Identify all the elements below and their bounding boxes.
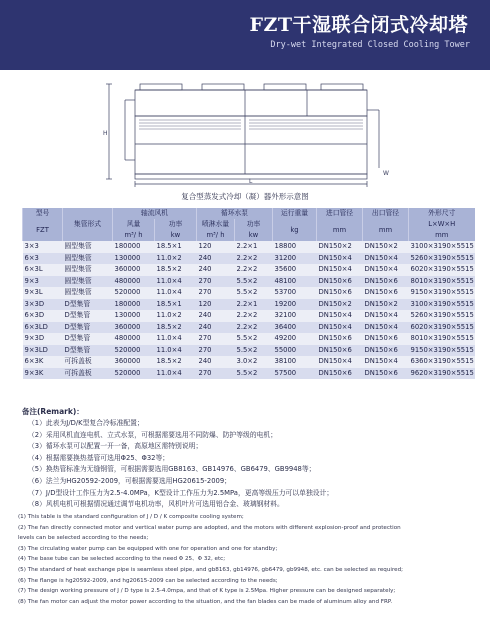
cell-weight: 49200 <box>273 333 317 345</box>
cell-size: 5260×3190×5515 <box>409 253 475 265</box>
cell-fan-power: 11.0×2 <box>155 253 197 265</box>
remark-cn-item: （6）法兰为HG20592-2009，可根据需要选用HG20615-2009； <box>28 476 231 485</box>
page-header <box>0 0 490 70</box>
cell-pump-power: 2.2×2 <box>235 264 273 276</box>
cell-outlet: DN150×6 <box>363 368 409 380</box>
cell-fan-air: 130000 <box>113 253 155 265</box>
cell-pump-power: 5.5×2 <box>235 368 273 380</box>
cell-size: 6020×3190×5515 <box>409 322 475 334</box>
header-size-unit: mm <box>409 230 475 241</box>
page-subtitle: Dry-wet Integrated Closed Cooling Tower <box>270 40 470 50</box>
cell-header-type: 圆型集管 <box>63 287 113 299</box>
header-inlet-unit: mm <box>317 219 363 241</box>
cell-fan-power: 11.0×4 <box>155 276 197 288</box>
remark-cn-item: （2）采用风机直连电机、立式水泵，可根据需要选用不同防爆、防护等级的电机； <box>28 430 278 439</box>
remark-en-item: (4) The base tube can be selected according to the need Φ 25、Φ 32, etc; <box>18 556 226 563</box>
cell-fan-air: 180000 <box>113 241 155 253</box>
cell-model: 9×3L <box>23 287 63 299</box>
cell-outlet: DN150×6 <box>363 287 409 299</box>
header-pump-flow-unit: m³/ h <box>197 230 235 241</box>
cell-pump-flow: 270 <box>197 276 235 288</box>
cell-pump-flow: 240 <box>197 253 235 265</box>
header-size-sub: L×W×H <box>409 219 475 230</box>
dimension-l-label: L <box>249 178 253 185</box>
cell-inlet: DN150×2 <box>317 299 363 311</box>
cell-outlet: DN150×4 <box>363 253 409 265</box>
cell-fan-air: 360000 <box>113 322 155 334</box>
cell-outlet: DN150×4 <box>363 310 409 322</box>
cell-header-type: D型集管 <box>63 322 113 334</box>
remark-cn-item: （3）循环水泵可以配置一开一备，高原地区需特别说明； <box>28 442 203 451</box>
cell-inlet: DN150×4 <box>317 253 363 265</box>
cell-pump-flow: 240 <box>197 264 235 276</box>
cell-fan-air: 180000 <box>113 299 155 311</box>
table-row <box>23 356 475 368</box>
table-row <box>23 345 475 357</box>
cell-fan-power: 18.5×1 <box>155 241 197 253</box>
diagram-caption: 复合型蒸发式冷却（凝）器外形示意图 <box>181 192 309 201</box>
cell-header-type: 可拆盖板 <box>63 356 113 368</box>
header-weight-unit: kg <box>273 219 317 241</box>
cell-outlet: DN150×6 <box>363 333 409 345</box>
header-model-sub: FZT <box>23 219 63 241</box>
cell-model: 6×3K <box>23 356 63 368</box>
cell-weight: 19200 <box>273 299 317 311</box>
remark-en-item: (8) The fan motor can adjust the motor power according to the situation, and the fan blades can be made of aluminum alloy and FRP. <box>18 598 393 605</box>
remark-cn-item: （7）J/D型设计工作压力为2.5-4.0MPa，K型设计工作压力为2.5MPa，更高等级压力可以单独设计； <box>28 488 334 497</box>
remark-title: 备注(Remark)： <box>22 407 84 416</box>
cell-model: 6×3LD <box>23 322 63 334</box>
remark-en-item: (3) The circulating water pump can be equipped with one for operation and one for standby; <box>18 545 278 552</box>
cell-fan-power: 18.5×2 <box>155 264 197 276</box>
cell-header-type: 可拆盖板 <box>63 368 113 380</box>
remark-cn-item: （8）风机电机可根据情况通过调节电机功率，风机叶片可选用铝合金、玻璃钢材料。 <box>28 500 284 509</box>
header-fan-air: 风量 <box>113 219 155 230</box>
table-row <box>23 264 475 276</box>
cell-weight: 38100 <box>273 356 317 368</box>
cell-fan-air: 360000 <box>113 356 155 368</box>
cell-fan-air: 480000 <box>113 276 155 288</box>
cell-size: 3100×3190×5515 <box>409 299 475 311</box>
table-row <box>23 241 475 253</box>
cell-size: 6360×3190×5515 <box>409 356 475 368</box>
cell-size: 5260×3190×5515 <box>409 310 475 322</box>
cell-pump-power: 2.2×2 <box>235 253 273 265</box>
table-row <box>23 368 475 380</box>
cell-model: 3×3 <box>23 241 63 253</box>
cell-pump-power: 5.5×2 <box>235 287 273 299</box>
cell-model: 6×3 <box>23 253 63 265</box>
cell-header-type: 圆型集管 <box>63 253 113 265</box>
cell-header-type: 圆型集管 <box>63 276 113 288</box>
remark-en-item: (5) The standard of heat exchange pipe is seamless steel pipe, and gb8163, gb14976, gb6479, gb9948, etc. can be selected as required; <box>18 566 404 573</box>
cell-size: 9150×3190×5515 <box>409 345 475 357</box>
cell-inlet: DN150×6 <box>317 287 363 299</box>
cell-size: 8010×3190×5515 <box>409 333 475 345</box>
table-row <box>23 276 475 288</box>
cell-size: 3100×3190×5515 <box>409 241 475 253</box>
cell-pump-power: 3.0×2 <box>235 356 273 368</box>
table-row <box>23 333 475 345</box>
table-row <box>23 299 475 311</box>
cell-inlet: DN150×6 <box>317 345 363 357</box>
cell-pump-flow: 120 <box>197 299 235 311</box>
cell-outlet: DN150×6 <box>363 345 409 357</box>
header-outlet-unit: mm <box>363 219 409 241</box>
table-row <box>23 287 475 299</box>
table-row <box>23 310 475 322</box>
cell-fan-air: 520000 <box>113 368 155 380</box>
header-pump-power: 功率 <box>235 219 273 230</box>
remark-cn-item: （4）根据需要换热基管可选用Φ25、Φ32等； <box>28 453 170 462</box>
cell-pump-flow: 270 <box>197 345 235 357</box>
cell-inlet: DN150×2 <box>317 241 363 253</box>
cell-pump-flow: 270 <box>197 287 235 299</box>
header-weight: 运行重量 <box>273 208 317 219</box>
cell-model: 6×3D <box>23 310 63 322</box>
remark-cn-item: （5）换热管标准为无缝钢管，可根据需要选用GB8163、GB14976、GB6479、GB9948等； <box>28 465 316 474</box>
cell-outlet: DN150×4 <box>363 356 409 368</box>
cell-weight: 31200 <box>273 253 317 265</box>
header-fan-power-unit: kw <box>155 230 197 241</box>
cell-pump-flow: 270 <box>197 333 235 345</box>
cell-outlet: DN150×4 <box>363 322 409 334</box>
cell-fan-power: 18.5×1 <box>155 299 197 311</box>
cell-header-type: D型集管 <box>63 333 113 345</box>
remark-list-en <box>18 512 480 607</box>
cell-fan-power: 18.5×2 <box>155 356 197 368</box>
cell-weight: 32100 <box>273 310 317 322</box>
cell-pump-power: 2.2×2 <box>235 322 273 334</box>
header-fan-air-unit: m³/ h <box>113 230 155 241</box>
cell-inlet: DN150×4 <box>317 322 363 334</box>
cell-fan-power: 11.0×4 <box>155 333 197 345</box>
cell-header-type: D型集管 <box>63 299 113 311</box>
cell-pump-flow: 240 <box>197 356 235 368</box>
dimension-w-label: W <box>383 170 389 177</box>
cell-fan-power: 11.0×4 <box>155 287 197 299</box>
header-fan-power: 功率 <box>155 219 197 230</box>
cell-header-type: 圆型集管 <box>63 241 113 253</box>
remark-en-item: (2) The fan directly connected motor and vertical water pump are adopted, and the motors with different explosion-proof and protection <box>18 524 401 531</box>
cell-size: 8010×3190×5515 <box>409 276 475 288</box>
cell-pump-power: 5.5×2 <box>235 276 273 288</box>
cell-header-type: D型集管 <box>63 345 113 357</box>
remark-cn-item: （1）此表为J/D/K型复合冷标准配置； <box>28 419 144 427</box>
cell-model: 9×3K <box>23 368 63 380</box>
cell-weight: 57500 <box>273 368 317 380</box>
cell-pump-flow: 240 <box>197 310 235 322</box>
cell-model: 9×3D <box>23 333 63 345</box>
cell-outlet: DN150×6 <box>363 276 409 288</box>
cell-fan-air: 130000 <box>113 310 155 322</box>
header-size: 外形尺寸 <box>409 208 475 219</box>
cell-pump-power: 5.5×2 <box>235 345 273 357</box>
remark-en-item: (6) The flange is hg20592-2009, and hg20615-2009 can be selected according to the needs; <box>18 577 278 584</box>
cell-inlet: DN150×6 <box>317 333 363 345</box>
header-outlet: 出口管径 <box>363 208 409 219</box>
cooling-tower-outline-diagram <box>95 80 395 188</box>
remark-list-cn <box>28 418 468 511</box>
header-fan: 轴流风机 <box>113 208 197 219</box>
header-pump-power-unit: kw <box>235 230 273 241</box>
cell-fan-air: 520000 <box>113 345 155 357</box>
table-row <box>23 253 475 265</box>
header-pump: 循环水泵 <box>197 208 273 219</box>
header-type: 集管形式 <box>63 208 113 241</box>
page-title: FZT干湿联合闭式冷却塔 <box>249 14 468 36</box>
header-inlet: 进口管径 <box>317 208 363 219</box>
cell-model: 6×3L <box>23 264 63 276</box>
cell-fan-power: 11.0×4 <box>155 368 197 380</box>
cell-weight: 55000 <box>273 345 317 357</box>
cell-fan-air: 360000 <box>113 264 155 276</box>
cell-inlet: DN150×4 <box>317 310 363 322</box>
cell-size: 6020×3190×5515 <box>409 264 475 276</box>
cell-weight: 48100 <box>273 276 317 288</box>
cell-weight: 18800 <box>273 241 317 253</box>
header-model: 型号 <box>23 208 63 219</box>
cell-fan-power: 18.5×2 <box>155 322 197 334</box>
cell-pump-flow: 120 <box>197 241 235 253</box>
remark-en-item: (1) This table is the standard configuration of J / D / K composite cooling system; <box>18 514 244 520</box>
cell-outlet: DN150×4 <box>363 264 409 276</box>
cell-fan-air: 520000 <box>113 287 155 299</box>
table-row <box>23 322 475 334</box>
cell-pump-power: 2.2×1 <box>235 299 273 311</box>
spec-table <box>22 208 475 379</box>
cell-outlet: DN150×2 <box>363 299 409 311</box>
cell-size: 9620×3190×5515 <box>409 368 475 380</box>
dimension-h-label: H <box>103 130 108 137</box>
cell-weight: 53700 <box>273 287 317 299</box>
cell-inlet: DN150×6 <box>317 276 363 288</box>
spec-table-body <box>23 241 475 379</box>
cell-inlet: DN150×4 <box>317 264 363 276</box>
cell-header-type: 圆型集管 <box>63 264 113 276</box>
remark-en-item: levels can be selected according to the needs; <box>18 535 149 542</box>
cell-outlet: DN150×2 <box>363 241 409 253</box>
cell-weight: 35600 <box>273 264 317 276</box>
cell-pump-power: 2.2×1 <box>235 241 273 253</box>
remark-en-item: (7) The design working pressure of J / D type is 2.5-4.0mpa, and that of K type is 2.5Mpa. Higher pressure can be designed separately; <box>18 588 396 595</box>
cell-fan-power: 11.0×4 <box>155 345 197 357</box>
cell-size: 9150×3190×5515 <box>409 287 475 299</box>
cell-model: 9×3 <box>23 276 63 288</box>
cell-fan-air: 480000 <box>113 333 155 345</box>
cell-inlet: DN150×4 <box>317 356 363 368</box>
cell-pump-power: 5.5×2 <box>235 333 273 345</box>
cell-pump-power: 2.2×2 <box>235 310 273 322</box>
cell-header-type: D型集管 <box>63 310 113 322</box>
cell-model: 3×3D <box>23 299 63 311</box>
cell-pump-flow: 240 <box>197 322 235 334</box>
cell-inlet: DN150×6 <box>317 368 363 380</box>
cell-weight: 36400 <box>273 322 317 334</box>
header-pump-flow: 喷淋水量 <box>197 219 235 230</box>
cell-pump-flow: 270 <box>197 368 235 380</box>
cell-fan-power: 11.0×2 <box>155 310 197 322</box>
cell-model: 9×3LD <box>23 345 63 357</box>
